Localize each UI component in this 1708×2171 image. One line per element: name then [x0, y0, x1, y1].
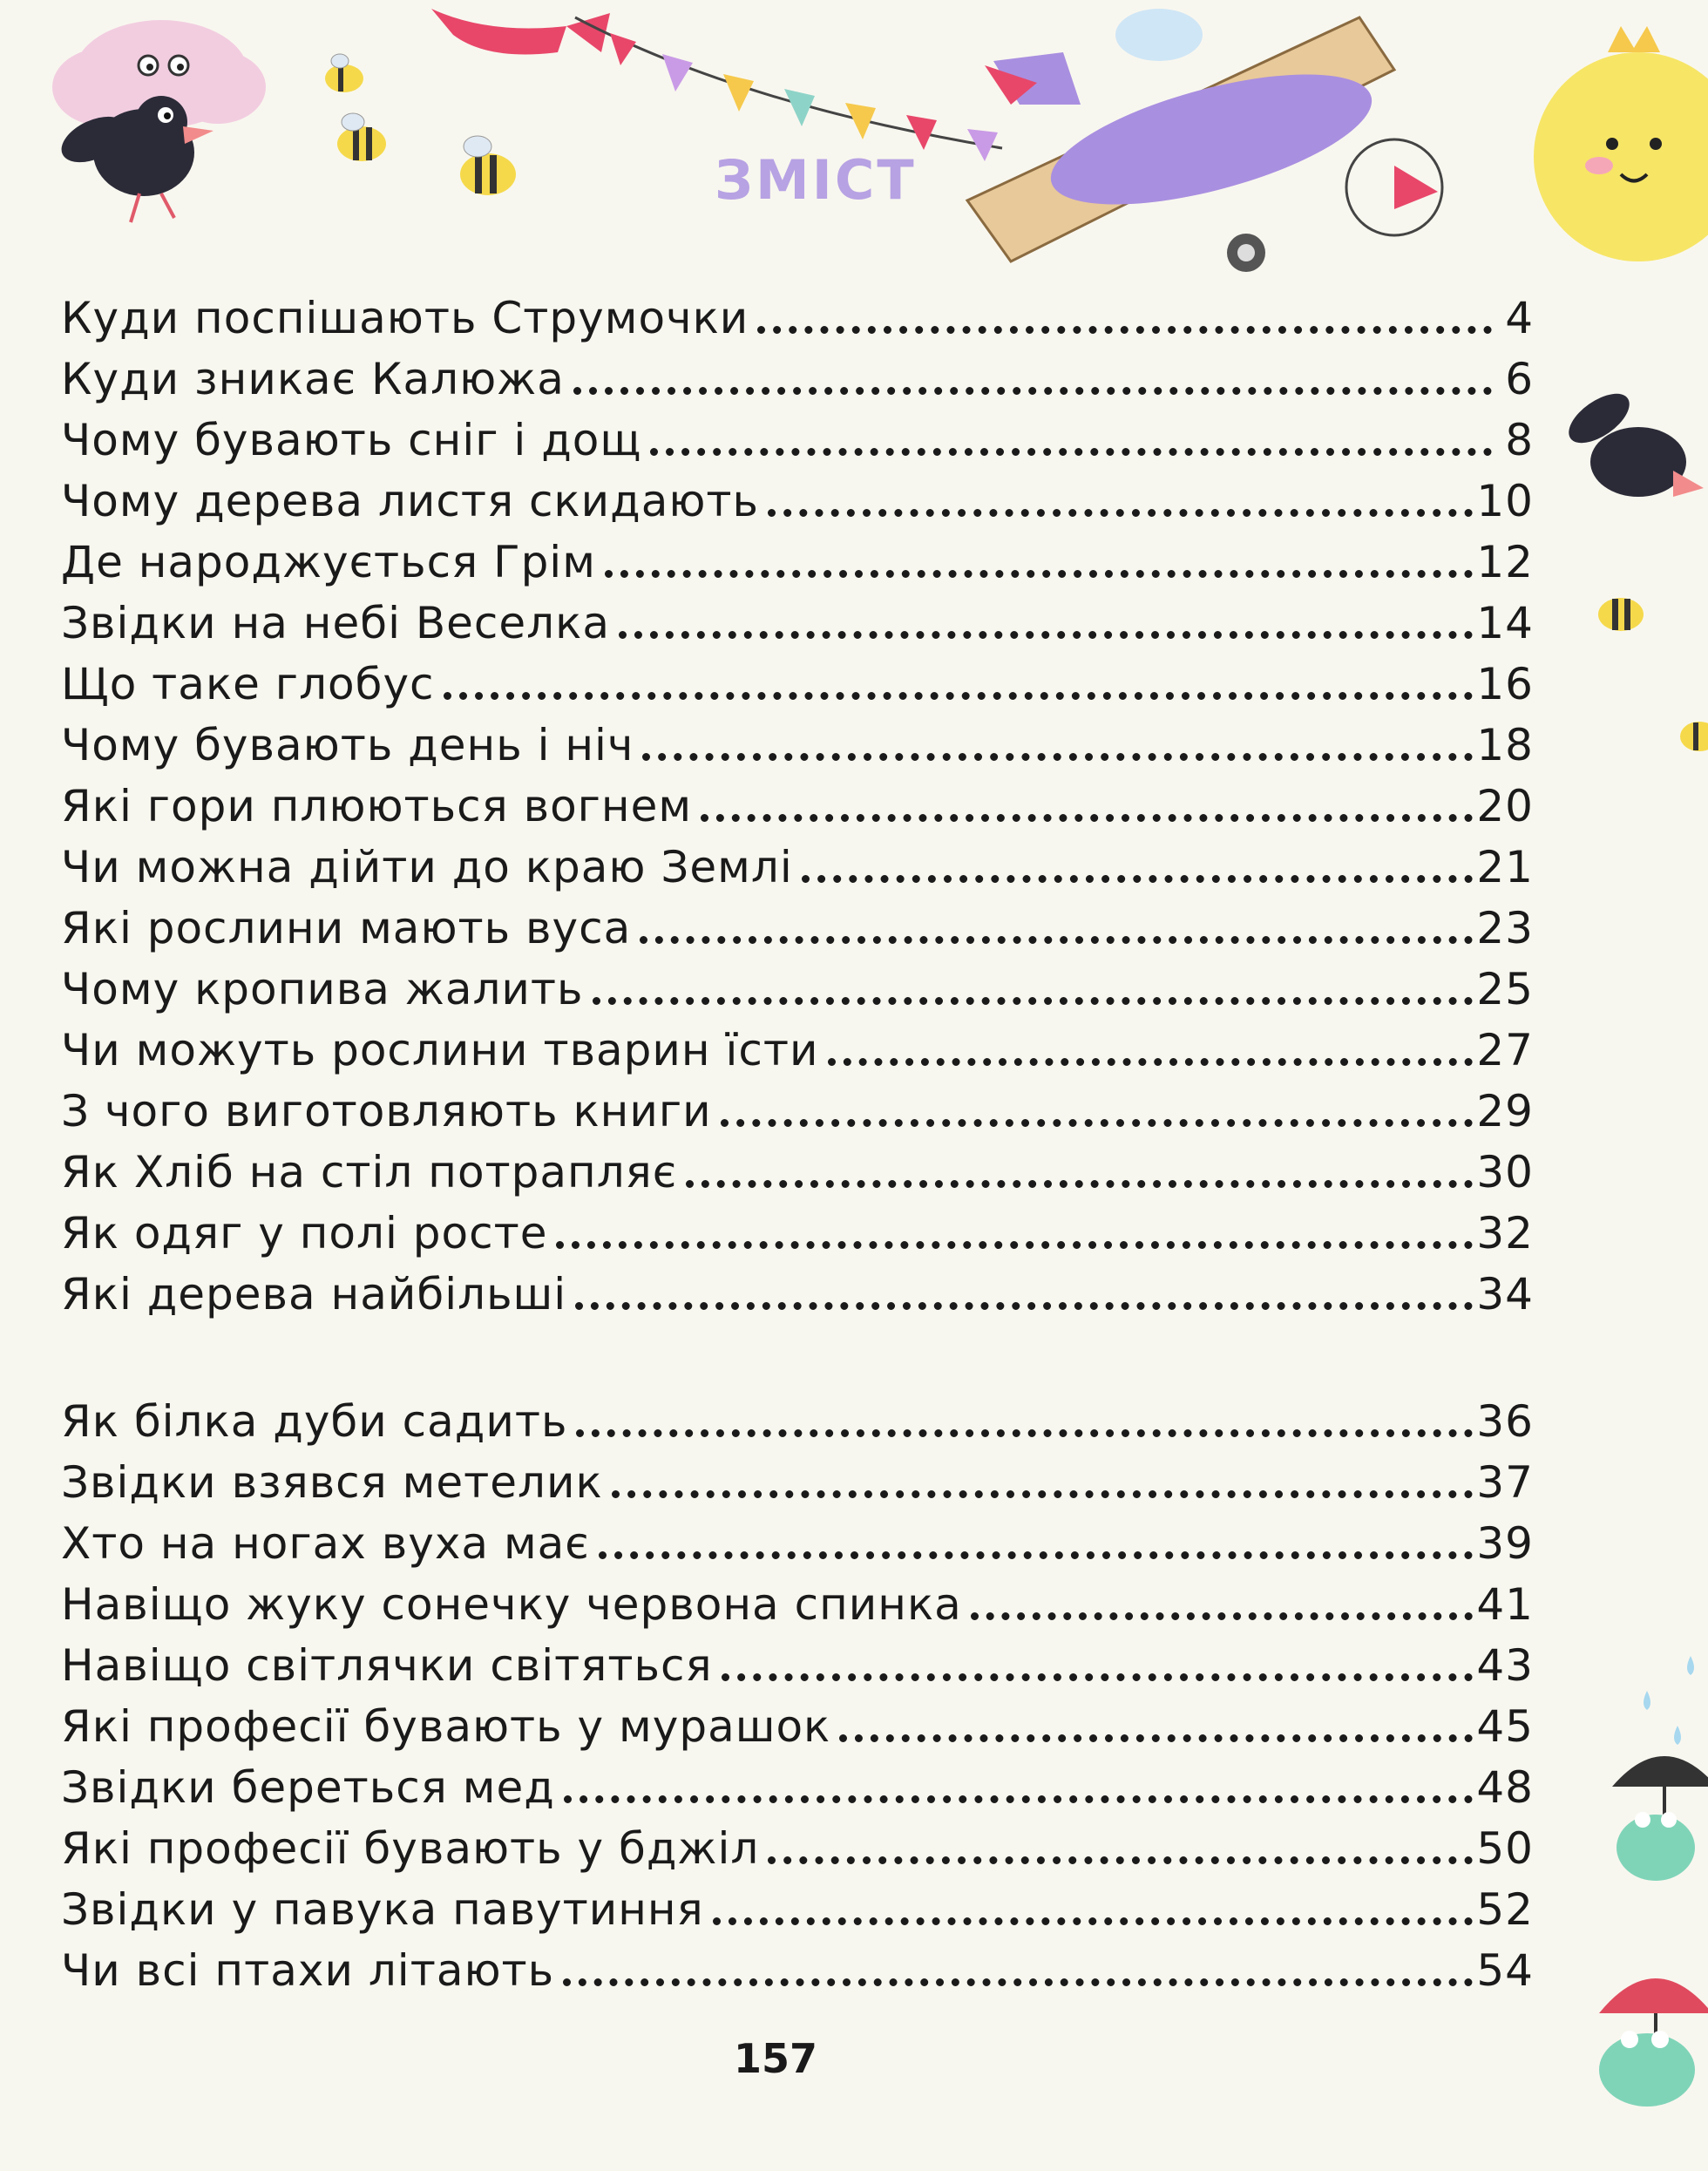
table-of-contents: [61, 288, 1534, 2001]
toc-entry-page: 50: [1476, 1823, 1534, 1874]
toc-entry-title: Звідки на небі Веселка: [61, 598, 610, 648]
toc-entry-title: Як Хліб на стіл потрапляє: [61, 1147, 678, 1197]
toc-entry-title: Які дерева найбільші: [61, 1269, 567, 1320]
toc-entry-title: Які гори плюються вогнем: [61, 781, 693, 831]
toc-entry[interactable]: [61, 1203, 1534, 1264]
airplane-icon: [967, 9, 1442, 272]
bee-icon: [1680, 722, 1708, 751]
toc-entry-title: Звідки береться мед: [61, 1762, 555, 1813]
toc-entry-page: 37: [1476, 1457, 1534, 1508]
toc-entry[interactable]: [61, 1635, 1534, 1696]
toc-entry[interactable]: [61, 471, 1534, 532]
toc-entry-page: 23: [1476, 903, 1534, 953]
dot-leader: [757, 326, 1492, 334]
toc-section-1: [61, 288, 1534, 1325]
toc-entry[interactable]: [61, 593, 1534, 654]
dot-leader: [768, 509, 1473, 517]
toc-entry-title: З чого виготовляють книги: [61, 1086, 712, 1136]
crow-icon: [1561, 384, 1704, 497]
dot-leader: [612, 1490, 1474, 1498]
toc-entry-page: 52: [1476, 1884, 1534, 1935]
dot-leader: [701, 814, 1473, 822]
toc-entry-page: 4: [1505, 293, 1534, 343]
toc-entry-title: Навіщо жуку сонечку червона спинка: [61, 1579, 962, 1630]
dot-leader: [563, 1978, 1473, 1986]
toc-entry[interactable]: [61, 654, 1534, 715]
toc-entry[interactable]: [61, 1081, 1534, 1142]
bunting-icon: [575, 17, 1002, 161]
toc-entry[interactable]: [61, 837, 1534, 898]
toc-entry-page: 29: [1476, 1086, 1534, 1136]
toc-entry-page: 10: [1476, 476, 1534, 526]
toc-entry-title: Чи можуть рослини тварин їсти: [61, 1025, 819, 1075]
toc-entry-page: 16: [1476, 659, 1534, 709]
dot-leader: [444, 692, 1474, 700]
toc-entry-title: Чому бувають день і ніч: [61, 720, 634, 770]
toc-entry-page: 25: [1476, 964, 1534, 1014]
toc-entry-page: 41: [1476, 1579, 1534, 1630]
toc-entry-page: 39: [1476, 1518, 1534, 1569]
toc-entry-title: Як одяг у полі росте: [61, 1208, 548, 1259]
toc-entry-title: Як білка дуби садить: [61, 1396, 568, 1447]
dot-leader: [564, 1795, 1474, 1803]
dot-leader: [642, 753, 1473, 761]
dot-leader: [575, 1302, 1473, 1310]
side-illustrations: [1516, 366, 1708, 2109]
dot-leader: [599, 1551, 1474, 1559]
toc-entry-page: 20: [1476, 781, 1534, 831]
toc-entry-title: Що таке глобус: [61, 659, 435, 709]
toc-entry-title: Які рослини мають вуса: [61, 903, 632, 953]
toc-entry-page: 12: [1476, 537, 1534, 587]
toc-entry-title: Чи можна дійти до краю Землі: [61, 842, 793, 892]
toc-entry[interactable]: [61, 1818, 1534, 1879]
bee-icon: [1598, 598, 1644, 631]
toc-entry-title: Де народжується Грім: [61, 537, 596, 587]
toc-entry[interactable]: [61, 898, 1534, 959]
toc-entry-title: Звідки у павука павутиння: [61, 1884, 704, 1935]
dot-leader: [573, 387, 1492, 395]
raindrop-icon: [1644, 1656, 1694, 1745]
toc-entry[interactable]: [61, 288, 1534, 349]
toc-entry[interactable]: [61, 532, 1534, 593]
toc-entry-title: Навіщо світлячки світяться: [61, 1640, 713, 1691]
page-number: 157: [733, 2035, 818, 2082]
dot-leader: [650, 448, 1492, 456]
toc-section-2: [61, 1391, 1534, 2001]
toc-entry[interactable]: [61, 776, 1534, 837]
toc-entry-page: 27: [1476, 1025, 1534, 1075]
toc-entry[interactable]: [61, 1696, 1534, 1757]
dot-leader: [605, 570, 1473, 578]
toc-entry-page: 36: [1476, 1396, 1534, 1447]
toc-entry-page: 43: [1476, 1640, 1534, 1691]
toc-entry[interactable]: [61, 1513, 1534, 1574]
toc-entry-page: 34: [1476, 1269, 1534, 1320]
toc-entry-title: Чи всі птахи літають: [61, 1945, 555, 1996]
toc-entry-page: 48: [1476, 1762, 1534, 1813]
toc-entry[interactable]: [61, 1879, 1534, 1940]
bee-icon: [337, 113, 386, 161]
toc-entry-title: Куди зникає Калюжа: [61, 354, 565, 404]
toc-entry-page: 32: [1476, 1208, 1534, 1259]
dot-leader: [721, 1119, 1474, 1127]
toc-entry[interactable]: [61, 1574, 1534, 1635]
toc-entry-title: Чому дерева листя скидають: [61, 476, 760, 526]
bee-icon: [325, 54, 363, 92]
toc-entry[interactable]: [61, 1264, 1534, 1325]
dot-leader: [713, 1917, 1474, 1925]
header-illustrations: [0, 0, 1708, 288]
dot-leader: [686, 1180, 1473, 1188]
dot-leader: [802, 875, 1474, 883]
toc-entry[interactable]: [61, 1020, 1534, 1081]
toc-entry-title: Чому кропива жалить: [61, 964, 584, 1014]
toc-entry[interactable]: [61, 1391, 1534, 1452]
frog-umbrella-icon: [1599, 1978, 1708, 2107]
dot-leader: [593, 997, 1474, 1005]
dot-leader: [640, 936, 1473, 944]
toc-entry-page: 54: [1476, 1945, 1534, 1996]
bee-icon: [460, 136, 516, 195]
toc-entry-page: 8: [1505, 415, 1534, 465]
toc-entry-page: 14: [1476, 598, 1534, 648]
toc-entry-title: Чому бувають сніг і дощ: [61, 415, 642, 465]
dot-leader: [556, 1241, 1473, 1249]
toc-entry[interactable]: [61, 1940, 1534, 2001]
toc-entry-title: Які професії бувають у бджіл: [61, 1823, 760, 1874]
dot-leader: [828, 1058, 1474, 1066]
toc-entry[interactable]: [61, 410, 1534, 471]
toc-entry-title: Куди поспішають Струмочки: [61, 293, 749, 343]
page-title: ЗМІСТ: [715, 148, 917, 212]
toc-entry[interactable]: [61, 715, 1534, 776]
toc-entry-page: 30: [1476, 1147, 1534, 1197]
toc-entry-page: 18: [1476, 720, 1534, 770]
toc-entry[interactable]: [61, 1757, 1534, 1818]
toc-entry-page: 21: [1476, 842, 1534, 892]
kite-icon: [431, 9, 610, 55]
toc-entry[interactable]: [61, 349, 1534, 410]
dot-leader: [722, 1673, 1474, 1681]
toc-entry-title: Які професії бувають у мурашок: [61, 1701, 831, 1752]
dot-leader: [971, 1612, 1474, 1620]
toc-entry[interactable]: [61, 959, 1534, 1020]
toc-entry-title: Звідки взявся метелик: [61, 1457, 603, 1508]
dot-leader: [839, 1734, 1473, 1742]
sun-icon: [1534, 26, 1708, 261]
toc-entry[interactable]: [61, 1452, 1534, 1513]
dot-leader: [576, 1429, 1473, 1437]
toc-entry-title: Хто на ногах вуха має: [61, 1518, 590, 1569]
dot-leader: [768, 1856, 1473, 1864]
frog-umbrella-icon: [1612, 1756, 1708, 1881]
toc-entry[interactable]: [61, 1142, 1534, 1203]
dot-leader: [619, 631, 1473, 639]
toc-entry-page: 6: [1505, 354, 1534, 404]
toc-entry-page: 45: [1476, 1701, 1534, 1752]
